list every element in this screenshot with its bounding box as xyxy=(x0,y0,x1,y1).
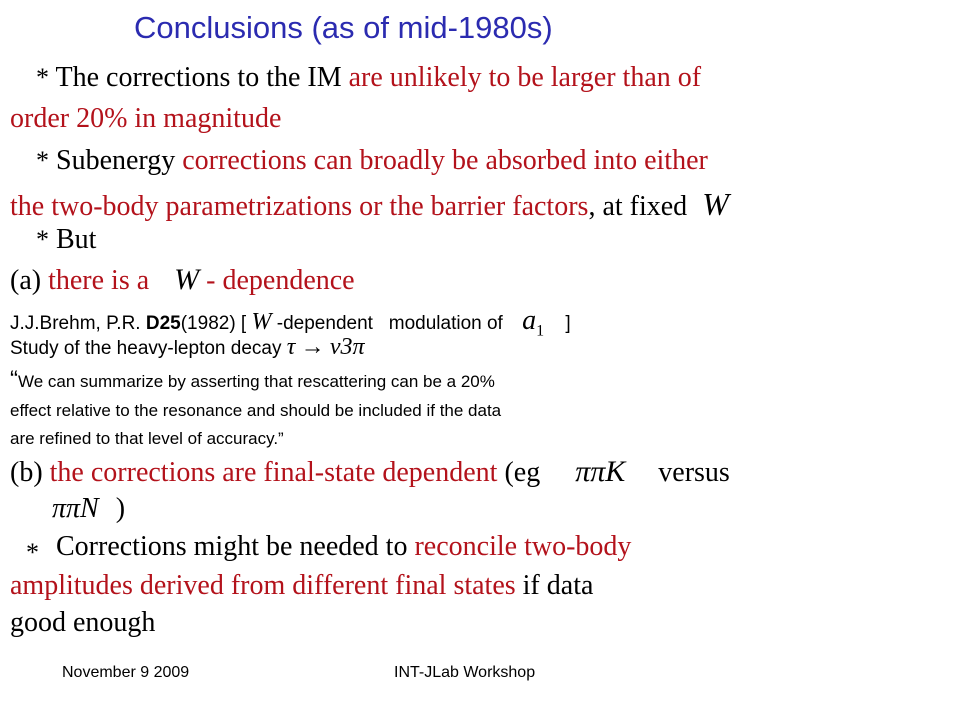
reference-volume: D25 xyxy=(145,313,181,334)
arrow-icon: → xyxy=(300,334,325,360)
point-b-text-c: versus xyxy=(658,457,730,488)
pipik-symbol: ππK xyxy=(575,455,626,488)
bullet-4-line-2 xyxy=(10,570,593,602)
bullet-3-line xyxy=(36,224,96,256)
reference-text-c: -dependent modulation of xyxy=(276,313,503,334)
bullet-2-line-2 xyxy=(10,186,729,223)
a1-subscript: 1 xyxy=(536,322,545,340)
bullet-2-text-b: corrections can broadly be absorbed into either xyxy=(182,145,708,176)
quote-line-2: effect relative to the resonance and should be included if the data xyxy=(10,401,502,420)
point-a-label: (a) xyxy=(10,265,42,296)
reference-text-d: ] xyxy=(565,313,571,334)
pipin-symbol: ππN xyxy=(52,493,99,524)
bullet-1-line-2: order 20% in magnitude xyxy=(10,103,282,134)
point-b-line-1 xyxy=(10,455,730,489)
nu3pi-symbol: ν3π xyxy=(329,334,365,360)
point-b-text-d: ) xyxy=(115,493,126,524)
quote-text-1: We can summarize by asserting that rescattering can be a 20% xyxy=(18,372,495,391)
reference-text-b: (1982) [ xyxy=(180,313,247,334)
point-a-text-a: there is a xyxy=(48,265,150,296)
bullet-4-text-d: if data xyxy=(522,570,594,601)
study-text: Study of the heavy-lepton decay xyxy=(10,338,282,359)
asterisk-bullet-icon: * xyxy=(36,63,49,92)
bullet-4-text-b: reconcile two-body xyxy=(414,531,632,562)
bullet-2-line-1 xyxy=(36,145,708,177)
asterisk-bullet-icon: * xyxy=(36,225,49,254)
a1-symbol xyxy=(522,305,545,340)
quote-line-3: are refined to that level of accuracy.” xyxy=(10,429,284,448)
bullet-2-text-c: the two-body parametrizations or the barrier factors xyxy=(10,191,589,222)
footer-venue: INT-JLab Workshop xyxy=(394,664,536,681)
bullet-3-text: But xyxy=(56,224,97,255)
bullet-4-line-1 xyxy=(26,531,632,567)
asterisk-bullet-icon: * xyxy=(36,146,49,175)
point-b-line-2 xyxy=(52,493,125,525)
point-b-text-a: the corrections are final-state dependent xyxy=(49,457,498,488)
point-a-line xyxy=(10,263,355,297)
bullet-1-line-1 xyxy=(36,62,701,94)
point-a-text-b: - dependence xyxy=(206,265,355,296)
reference-text-a: J.J.Brehm, P.R. xyxy=(10,313,141,334)
bullet-2-text-a: Subenergy xyxy=(56,145,176,176)
footer-date: November 9 2009 xyxy=(62,664,190,681)
a-symbol: a xyxy=(522,305,537,336)
w-symbol: W xyxy=(174,263,200,296)
bullet-2-text-d: , at fixed xyxy=(588,191,688,222)
bullet-4-text-a: Corrections might be needed to xyxy=(56,531,408,562)
quote-line-1 xyxy=(10,366,495,394)
point-b-text-b: (eg xyxy=(504,457,541,488)
tau-symbol: τ xyxy=(286,334,296,360)
asterisk-bullet-icon: * xyxy=(26,538,39,567)
w-symbol: W xyxy=(702,186,729,222)
bullet-4-line-3: good enough xyxy=(10,607,156,638)
study-line xyxy=(10,334,365,361)
bullet-4-text-c: amplitudes derived from different final states xyxy=(10,570,516,601)
bullet-1-text-b: are unlikely to be larger than of xyxy=(348,62,702,93)
bullet-1-text-a: The corrections to the IM xyxy=(55,62,342,93)
point-b-label: (b) xyxy=(10,457,43,488)
w-symbol: W xyxy=(251,309,272,335)
quote-open-mark: “ xyxy=(10,366,18,393)
slide-title: Conclusions (as of mid-1980s) xyxy=(134,10,553,45)
